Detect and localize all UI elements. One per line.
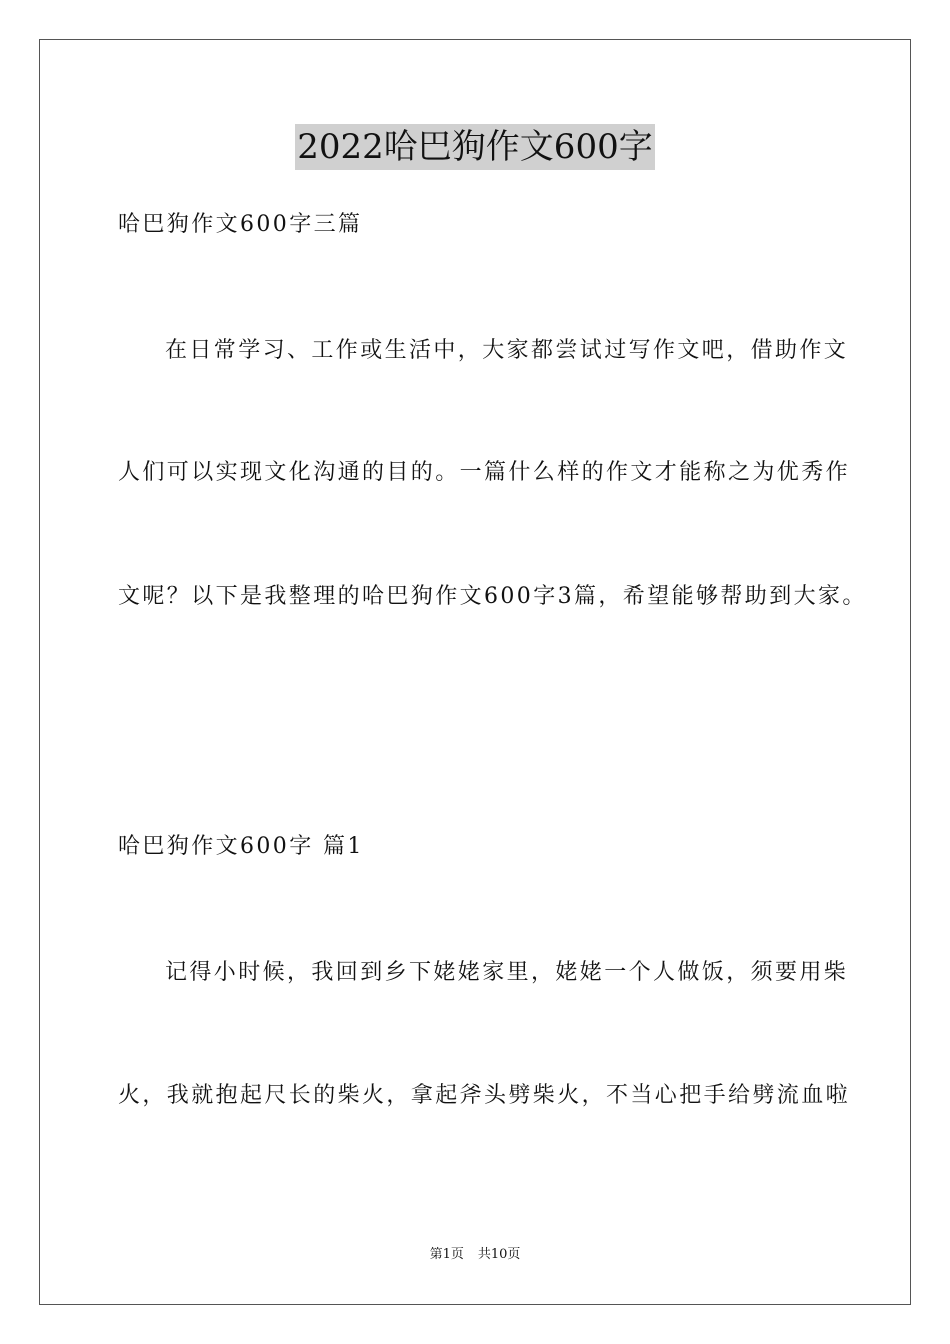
- section-line-2: 火，我就抱起尺长的柴火，拿起斧头劈柴火，不当心把手给劈流血啦: [118, 1083, 851, 1108]
- page-footer: [0, 1246, 950, 1264]
- intro-line-2: 人们可以实现文化沟通的目的。一篇什么样的作文才能称之为优秀作: [118, 460, 851, 485]
- intro-line-3: 文呢？以下是我整理的哈巴狗作文600字3篇，希望能够帮助到大家。: [118, 584, 867, 609]
- page-number: 第1页: [429, 1247, 464, 1262]
- section-heading: 哈巴狗作文600字 篇1: [118, 834, 364, 859]
- title-container: [0, 124, 950, 170]
- document-title: 2022哈巴狗作文600字: [295, 124, 654, 170]
- page-total: 共10页: [477, 1247, 521, 1262]
- section-line-1: 记得小时候，我回到乡下姥姥家里，姥姥一个人做饭，须要用柴: [165, 960, 849, 985]
- document-subtitle: 哈巴狗作文600字三篇: [118, 212, 363, 237]
- intro-line-1: 在日常学习、工作或生活中，大家都尝试过写作文吧，借助作文: [165, 338, 849, 363]
